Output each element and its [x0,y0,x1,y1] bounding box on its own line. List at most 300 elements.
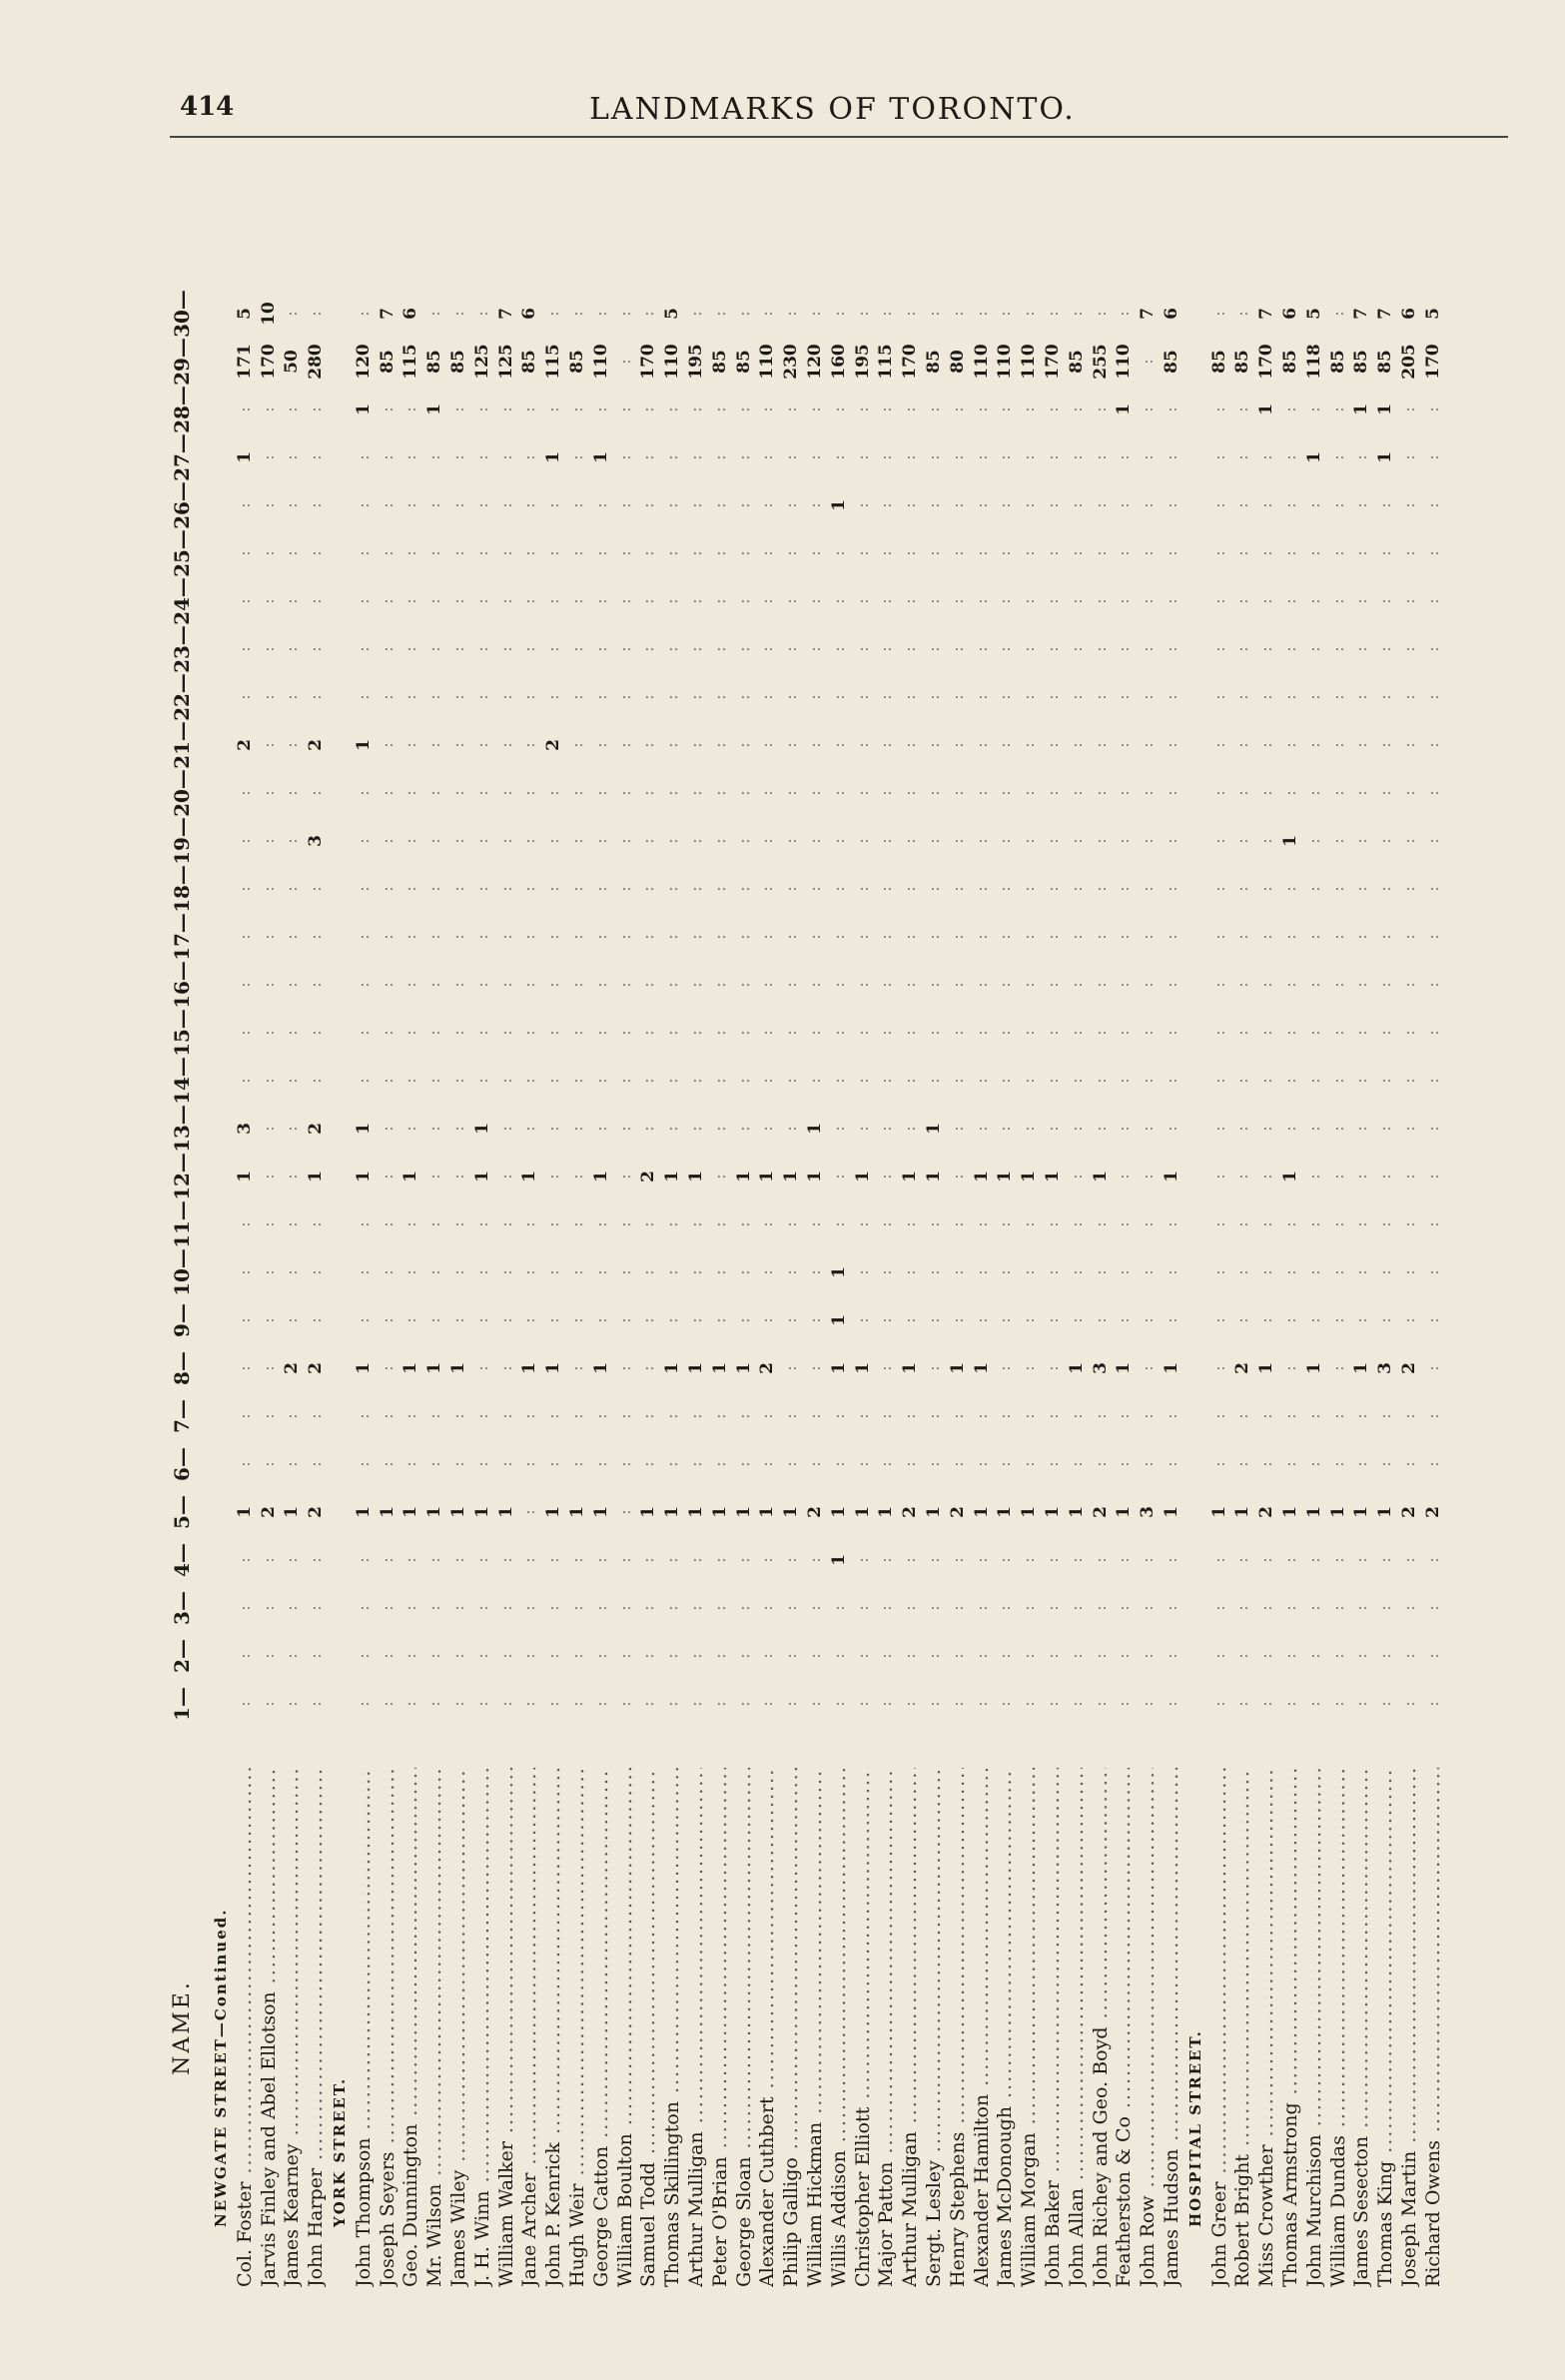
empty-cell-dot: : [614,550,634,556]
empty-cell-dot: : [614,311,634,317]
empty-cell-dot: : [805,1557,824,1563]
empty-cell-dot: : [353,982,373,988]
empty-cell-dot: : [543,982,563,988]
empty-cell-dot: : [424,886,444,892]
empty-cell-dot: : [377,838,396,844]
empty-cell-dot: : [781,1078,801,1084]
empty-cell-dot: : [709,982,729,988]
empty-cell-dot: : [852,1461,872,1467]
empty-cell-dot: : [234,1030,254,1036]
empty-cell-dot: : [757,550,777,556]
empty-cell-dot: : [424,1653,444,1659]
empty-cell-dot: : [995,502,1015,508]
empty-cell-dot: : [852,1653,872,1659]
empty-cell-dot: : [1399,838,1418,844]
empty-cell-dot: : [567,1078,586,1084]
empty-cell-dot: : [971,502,991,508]
empty-cell-dot: : [1280,646,1299,652]
empty-cell-dot: : [543,1413,563,1419]
table-cell: 1 [1162,1362,1181,1374]
empty-cell-dot: : [995,550,1015,556]
empty-cell-dot: : [924,886,943,892]
empty-cell-dot: : [1043,694,1062,700]
empty-cell-dot: : [852,934,872,940]
empty-cell-dot: : [1303,550,1323,556]
empty-cell-dot: : [1303,838,1323,844]
table-row [590,260,612,2287]
empty-cell-dot: : [567,1317,586,1323]
empty-cell-dot: : [805,838,824,844]
empty-cell-dot: : [1375,1461,1395,1467]
empty-cell-dot: : [662,1317,682,1323]
empty-cell-dot: : [377,1365,396,1371]
empty-cell-dot: : [353,1461,373,1467]
empty-cell-dot: : [258,1269,278,1275]
empty-cell-dot: : [1256,1030,1276,1036]
table-cell: 1 [543,1506,564,1518]
empty-cell-dot: : [1043,1269,1062,1275]
empty-cell-dot: : [924,311,943,317]
empty-cell-dot: : [306,934,326,940]
table-row [899,260,921,2287]
empty-cell-dot: : [876,838,896,844]
empty-cell-dot: : [1422,550,1442,556]
empty-cell-dot: : [1208,934,1228,940]
empty-cell-dot: : [924,1269,943,1275]
empty-cell-dot: : [1138,406,1158,412]
empty-cell-dot: : [1351,934,1371,940]
resident-name: Arthur Mulligan ..... [685,1768,707,2287]
empty-cell-dot: : [1280,454,1299,460]
empty-cell-dot: : [947,886,967,892]
empty-cell-dot: : [353,886,373,892]
table-cell: 1 [234,1171,255,1183]
table-cell: 1 [828,1362,849,1374]
table-row [1090,260,1112,2287]
empty-cell-dot: : [924,1701,943,1707]
empty-cell-dot: : [282,742,302,748]
empty-cell-dot: : [1399,550,1418,556]
empty-cell-dot: : [733,1078,753,1084]
empty-cell-dot: : [852,1557,872,1563]
empty-cell-dot: : [1066,742,1086,748]
empty-cell-dot: : [234,1269,254,1275]
empty-cell-dot: : [543,646,563,652]
empty-cell-dot: : [900,598,920,604]
empty-cell-dot: : [757,1126,777,1132]
table-cell: 110 [757,344,778,380]
empty-cell-dot: : [995,406,1015,412]
empty-cell-dot: : [662,1701,682,1707]
empty-cell-dot: : [495,406,515,412]
empty-cell-dot: : [1019,1221,1039,1227]
table-cell: 1 [733,1506,754,1518]
empty-cell-dot: : [638,1701,658,1707]
resident-name: Alexander Hamilton ..... [971,1768,993,2287]
empty-cell-dot: : [1208,886,1228,892]
empty-cell-dot: : [495,598,515,604]
empty-cell-dot: : [1043,454,1062,460]
empty-cell-dot: : [947,646,967,652]
resident-name: J. H. Winn ..... [471,1768,493,2287]
empty-cell-dot: : [1280,742,1299,748]
empty-cell-dot: : [567,742,586,748]
table-cell: 85 [424,350,445,374]
empty-cell-dot: : [1399,1269,1418,1275]
empty-cell-dot: : [614,646,634,652]
table-cell: 1 [828,1506,849,1518]
empty-cell-dot: : [1327,790,1347,796]
table-cell: 85 [377,350,397,374]
empty-cell-dot: : [282,1413,302,1419]
table-row [447,260,469,2287]
empty-cell-dot: : [947,1317,967,1323]
column-header-19: 19— [170,817,194,865]
empty-cell-dot: : [1019,1653,1039,1659]
table-cell: 85 [567,350,587,374]
empty-cell-dot: : [353,454,373,460]
empty-cell-dot: : [1256,454,1276,460]
empty-cell-dot: : [709,502,729,508]
empty-cell-dot: : [971,982,991,988]
empty-cell-dot: : [852,982,872,988]
empty-cell-dot: : [1280,1653,1299,1659]
empty-cell-dot: : [1232,886,1252,892]
empty-cell-dot: : [1256,694,1276,700]
empty-cell-dot: : [1232,1605,1252,1611]
empty-cell-dot: : [852,1269,872,1275]
table-cell: 2 [1232,1362,1253,1374]
empty-cell-dot: : [1280,886,1299,892]
table-row [1113,260,1135,2287]
table-cell: 1 [590,451,611,463]
empty-cell-dot: : [900,1221,920,1227]
column-header-27: 27— [170,433,194,481]
empty-cell-dot: : [258,1653,278,1659]
table-cell: 1 [805,1123,825,1135]
empty-cell-dot: : [614,1509,634,1515]
column-header-15: 15— [170,1009,194,1057]
empty-cell-dot: : [662,1605,682,1611]
table-cell: 1 [1114,1506,1135,1518]
empty-cell-dot: : [543,790,563,796]
empty-cell-dot: : [282,1317,302,1323]
empty-cell-dot: : [686,982,705,988]
empty-cell-dot: : [519,646,539,652]
empty-cell-dot: : [1280,1605,1299,1611]
empty-cell-dot: : [1422,1317,1442,1323]
empty-cell-dot: : [234,1701,254,1707]
empty-cell-dot: : [424,1413,444,1419]
empty-cell-dot: : [377,502,396,508]
table-cell: 1 [900,1171,921,1183]
empty-cell-dot: : [471,1701,491,1707]
empty-cell-dot: : [1232,1174,1252,1180]
empty-cell-dot: : [662,1030,682,1036]
empty-cell-dot: : [1066,1653,1086,1659]
resident-name: Thomas Skillington ..... [661,1768,683,2287]
empty-cell-dot: : [258,598,278,604]
empty-cell-dot: : [709,550,729,556]
empty-cell-dot: : [1232,550,1252,556]
empty-cell-dot: : [828,1653,848,1659]
table-cell: 1 [543,1362,564,1374]
empty-cell-dot: : [400,550,420,556]
empty-cell-dot: : [947,1269,967,1275]
empty-cell-dot: : [448,1461,467,1467]
table-cell: 1 [828,1266,849,1278]
table-cell: 1 [662,1362,683,1374]
empty-cell-dot: : [805,742,824,748]
empty-cell-dot: : [686,1030,705,1036]
empty-cell-dot: : [1303,694,1323,700]
column-header-4: 4— [170,1543,194,1577]
empty-cell-dot: : [1351,550,1371,556]
empty-cell-dot: : [1375,982,1395,988]
empty-cell-dot: : [1422,694,1442,700]
table-cell: 120 [805,344,825,380]
empty-cell-dot: : [1256,598,1276,604]
empty-cell-dot: : [1162,502,1180,508]
empty-cell-dot: : [614,598,634,604]
empty-cell-dot: : [590,1078,610,1084]
resident-name: John P. Kenrick ..... [542,1768,564,2287]
section-label: YORK STREET. [331,2076,349,2227]
empty-cell-dot: : [947,1030,967,1036]
empty-cell-dot: : [1138,1557,1158,1563]
empty-cell-dot: : [306,1605,326,1611]
table-row [614,260,636,2287]
empty-cell-dot: : [924,1221,943,1227]
empty-cell-dot: : [1422,1269,1442,1275]
resident-name: Henry Stephens ..... [947,1768,969,2287]
empty-cell-dot: : [377,982,396,988]
empty-cell-dot: : [1422,1413,1442,1419]
column-header-18: 18— [170,865,194,913]
empty-cell-dot: : [377,406,396,412]
empty-cell-dot: : [282,598,302,604]
table-cell: 1 [306,1171,327,1183]
empty-cell-dot: : [1162,646,1180,652]
empty-cell-dot: : [1090,454,1110,460]
empty-cell-dot: : [1138,502,1158,508]
column-header-21: 21— [170,721,194,769]
table-row [661,260,683,2287]
table-cell: 1 [757,1506,778,1518]
empty-cell-dot: : [1375,646,1395,652]
empty-cell-dot: : [1162,406,1180,412]
empty-cell-dot: : [686,1221,705,1227]
empty-cell-dot: : [306,502,326,508]
empty-cell-dot: : [1256,502,1276,508]
empty-cell-dot: : [1422,1078,1442,1084]
empty-cell-dot: : [1019,886,1039,892]
empty-cell-dot: : [995,742,1015,748]
table-cell: 1 [947,1362,968,1374]
table-cell: 1 [876,1506,897,1518]
empty-cell-dot: : [567,1605,586,1611]
empty-cell-dot: : [400,934,420,940]
empty-cell-dot: : [1280,1461,1299,1467]
empty-cell-dot: : [1232,1269,1252,1275]
empty-cell-dot: : [471,1413,491,1419]
empty-cell-dot: : [686,406,705,412]
table-cell: 1 [495,1506,516,1518]
empty-cell-dot: : [1375,1653,1395,1659]
empty-cell-dot: : [258,790,278,796]
empty-cell-dot: : [1256,1174,1276,1180]
empty-cell-dot: : [1422,1030,1442,1036]
empty-cell-dot: : [424,1030,444,1036]
empty-cell-dot: : [1208,311,1228,317]
empty-cell-dot: : [258,1030,278,1036]
empty-cell-dot: : [519,406,539,412]
empty-cell-dot: : [876,1605,896,1611]
empty-cell-dot: : [1375,598,1395,604]
empty-cell-dot: : [1138,359,1158,365]
empty-cell-dot: : [1090,598,1110,604]
table-cell: 1 [519,1171,540,1183]
empty-cell-dot: : [282,1078,302,1084]
empty-cell-dot: : [781,1605,801,1611]
empty-cell-dot: : [590,1461,610,1467]
table-row [1066,260,1088,2287]
header-rule [170,136,1508,138]
empty-cell-dot: : [614,502,634,508]
empty-cell-dot: : [1019,550,1039,556]
empty-cell-dot: : [876,1221,896,1227]
empty-cell-dot: : [306,1078,326,1084]
empty-cell-dot: : [614,1413,634,1419]
empty-cell-dot: : [590,1653,610,1659]
empty-cell-dot: : [828,934,848,940]
empty-cell-dot: : [306,598,326,604]
empty-cell-dot: : [519,1317,539,1323]
empty-cell-dot: : [781,1365,801,1371]
empty-cell-dot: : [1043,1413,1062,1419]
empty-cell-dot: : [400,1701,420,1707]
empty-cell-dot: : [424,311,444,317]
empty-cell-dot: : [1232,790,1252,796]
empty-cell-dot: : [805,1413,824,1419]
empty-cell-dot: : [1399,1126,1418,1132]
empty-cell-dot: : [1114,982,1134,988]
resident-name: William Boulton ..... [614,1768,636,2287]
empty-cell-dot: : [377,886,396,892]
empty-cell-dot: : [353,1701,373,1707]
empty-cell-dot: : [1162,934,1180,940]
resident-name: Richard Owens ..... [1422,1768,1444,2287]
table-cell: 1 [519,1362,540,1374]
empty-cell-dot: : [1066,838,1086,844]
empty-cell-dot: : [543,1653,563,1659]
empty-cell-dot: : [567,454,586,460]
empty-cell-dot: : [1043,886,1062,892]
empty-cell-dot: : [400,1413,420,1419]
empty-cell-dot: : [947,311,967,317]
empty-cell-dot: : [757,1653,777,1659]
table-cell: 85 [924,350,944,374]
empty-cell-dot: : [971,1557,991,1563]
resident-name: Joseph Martin ..... [1398,1768,1420,2287]
empty-cell-dot: : [1256,886,1276,892]
empty-cell-dot: : [971,550,991,556]
empty-cell-dot: : [258,1557,278,1563]
table-cell: 1 [234,1506,255,1518]
empty-cell-dot: : [1090,742,1110,748]
table-cell: 1 [1256,1362,1277,1374]
table-cell: 85 [733,350,754,374]
table-cell: 125 [495,344,516,380]
table-row [947,260,969,2287]
empty-cell-dot: : [900,454,920,460]
empty-cell-dot: : [306,1317,326,1323]
table-row [377,260,398,2287]
table-cell: 118 [1303,344,1324,380]
empty-cell-dot: : [590,1557,610,1563]
empty-cell-dot: : [1090,838,1110,844]
empty-cell-dot: : [543,1269,563,1275]
table-cell: 85 [519,350,540,374]
table-cell: 1 [353,739,374,751]
empty-cell-dot: : [424,1269,444,1275]
table-cell: 1 [924,1506,944,1518]
empty-cell-dot: : [709,454,729,460]
empty-cell-dot: : [1019,1605,1039,1611]
empty-cell-dot: : [519,454,539,460]
empty-cell-dot: : [876,1365,896,1371]
empty-cell-dot: : [686,646,705,652]
empty-cell-dot: : [1327,1701,1347,1707]
table-cell: 1 [686,1171,706,1183]
table-cell: 1 [733,1171,754,1183]
empty-cell-dot: : [1232,406,1252,412]
empty-cell-dot: : [1256,550,1276,556]
empty-cell-dot: : [614,838,634,844]
table-cell: 3 [1138,1506,1159,1518]
empty-cell-dot: : [1138,1269,1158,1275]
empty-cell-dot: : [995,1653,1015,1659]
empty-cell-dot: : [638,1078,658,1084]
empty-cell-dot: : [1019,311,1039,317]
empty-cell-dot: : [377,934,396,940]
empty-cell-dot: : [1019,1269,1039,1275]
empty-cell-dot: : [590,982,610,988]
empty-cell-dot: : [1303,886,1323,892]
empty-cell-dot: : [282,1701,302,1707]
table-cell: 1 [1280,1171,1300,1183]
empty-cell-dot: : [567,311,586,317]
empty-cell-dot: : [567,1365,586,1371]
empty-cell-dot: : [258,1078,278,1084]
empty-cell-dot: : [1090,1126,1110,1132]
empty-cell-dot: : [1208,982,1228,988]
column-header-10: 10— [170,1248,194,1296]
table-cell: 1 [805,1171,825,1183]
empty-cell-dot: : [282,1030,302,1036]
empty-cell-dot: : [662,1221,682,1227]
empty-cell-dot: : [614,1030,634,1036]
column-header-26: 26— [170,481,194,529]
empty-cell-dot: : [1114,1461,1134,1467]
empty-cell-dot: : [519,502,539,508]
empty-cell-dot: : [471,550,491,556]
table-cell: 1 [1066,1506,1087,1518]
empty-cell-dot: : [1208,694,1228,700]
resident-name: Joseph Seyers ..... [377,1768,398,2287]
empty-cell-dot: : [1327,838,1347,844]
empty-cell-dot: : [234,790,254,796]
